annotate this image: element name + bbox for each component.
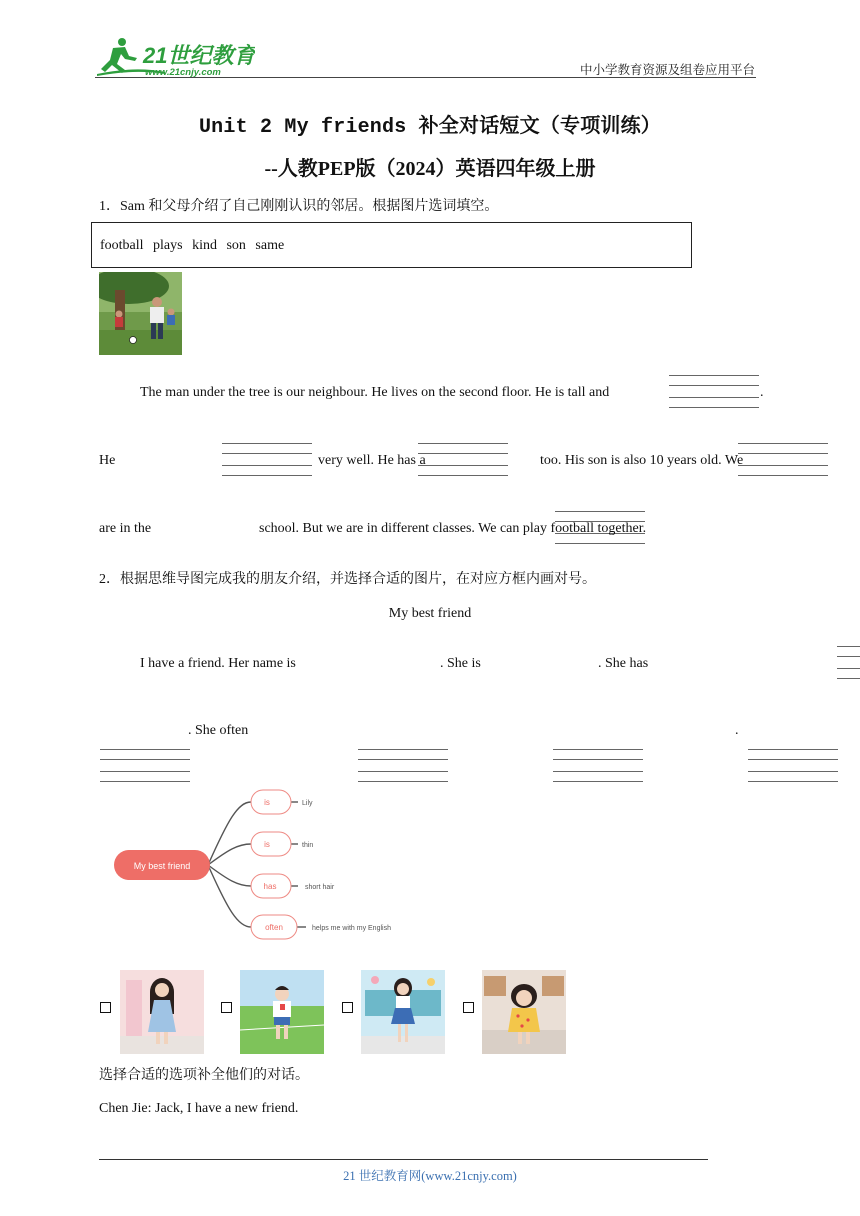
- mindmap-branch-4-label: often: [265, 923, 283, 932]
- q2-line1-start: I have a friend. Her name is: [140, 656, 296, 671]
- header-platform-text: 中小学教育资源及组卷应用平台: [579, 63, 755, 77]
- choice-picture-4-short-hair-girl-2: [482, 970, 566, 1054]
- choice-checkbox-3[interactable]: [342, 1002, 353, 1013]
- q3-dialogue-line-1: Chen Jie: Jack, I have a new friend.: [99, 1101, 299, 1116]
- q2-line2-end: .: [735, 723, 739, 738]
- page-subtitle: --人教PEP版（2024）英语四年级上册: [264, 158, 596, 180]
- q1-blank-3[interactable]: [418, 441, 508, 477]
- q3-prompt: 选择合适的选项补全他们的对话。: [99, 1068, 309, 1083]
- q1-blank-2[interactable]: [222, 441, 312, 477]
- q2-blank-often-1[interactable]: [358, 747, 448, 783]
- mindmap-center-label: My best friend: [133, 861, 191, 871]
- q2-blank-name[interactable]: [837, 644, 860, 680]
- q1-blank-1[interactable]: [669, 373, 759, 409]
- choice-picture-1-long-hair-girl: [120, 970, 204, 1054]
- q1-line1-end: .: [760, 385, 764, 400]
- mindmap-branch-1-value: Lily: [302, 800, 313, 807]
- q2-blank-often-3[interactable]: [748, 747, 838, 783]
- header-divider: [95, 77, 756, 78]
- word-bank-text: football plays kind son same: [100, 238, 285, 253]
- choice-checkbox-2[interactable]: [221, 1002, 232, 1013]
- q2-blank-often-2[interactable]: [553, 747, 643, 783]
- q2-heading: My best friend: [388, 606, 472, 621]
- q1-line2-end: too. His son is also 10 years old. We: [540, 453, 744, 468]
- q1-line3-end: school. But we are in different classes. We can play football together.: [259, 521, 647, 536]
- mindmap-branch-1-label: is: [264, 798, 270, 807]
- logo-text: 21世纪教育: [143, 43, 255, 68]
- site-logo: [95, 36, 255, 78]
- q1-family-photo: [99, 272, 182, 355]
- q1-prompt: 1．Sam 和父母介绍了自己刚刚认识的邻居。根据图片选词填空。: [99, 199, 499, 214]
- choice-picture-3-short-hair-girl: [361, 970, 445, 1054]
- choice-picture-2-boy: [240, 970, 324, 1054]
- q1-blank-4[interactable]: [738, 441, 828, 477]
- choice-checkbox-1[interactable]: [100, 1002, 111, 1013]
- q1-line2-start: He: [99, 453, 116, 468]
- q2-line1-end: . She has: [598, 656, 649, 671]
- mindmap-branch-4-value: helps me with my English: [312, 925, 391, 932]
- footer-link[interactable]: 21 世纪教育网(www.21cnjy.com): [343, 1169, 517, 1183]
- footer-divider: [99, 1159, 708, 1160]
- page-title: Unit 2 My friends 补全对话短文（专项训练）: [198, 116, 662, 139]
- mind-map: [108, 780, 428, 945]
- mindmap-branch-3-value: short hair: [305, 884, 335, 891]
- choice-checkbox-4[interactable]: [463, 1002, 474, 1013]
- q2-line2-text: . She often: [188, 723, 249, 738]
- mindmap-branch-3-label: has: [263, 882, 277, 891]
- q1-line2-middle: very well. He has a: [318, 453, 426, 468]
- q2-prompt: 2．根据思维导图完成我的朋友介绍，并选择合适的图片，在对应方框内画对号。: [99, 572, 596, 587]
- q1-line1-text: The man under the tree is our neighbour. He lives on the second floor. He is tall and: [140, 385, 610, 400]
- q2-blank-has-2[interactable]: [100, 747, 190, 783]
- mindmap-branch-2-value: thin: [302, 842, 314, 849]
- q1-line3-start: are in the: [99, 521, 152, 536]
- logo-url: www.21cnjy.com: [145, 67, 221, 78]
- q2-line1-mid: . She is: [440, 656, 481, 671]
- mindmap-branch-2-label: is: [264, 840, 270, 849]
